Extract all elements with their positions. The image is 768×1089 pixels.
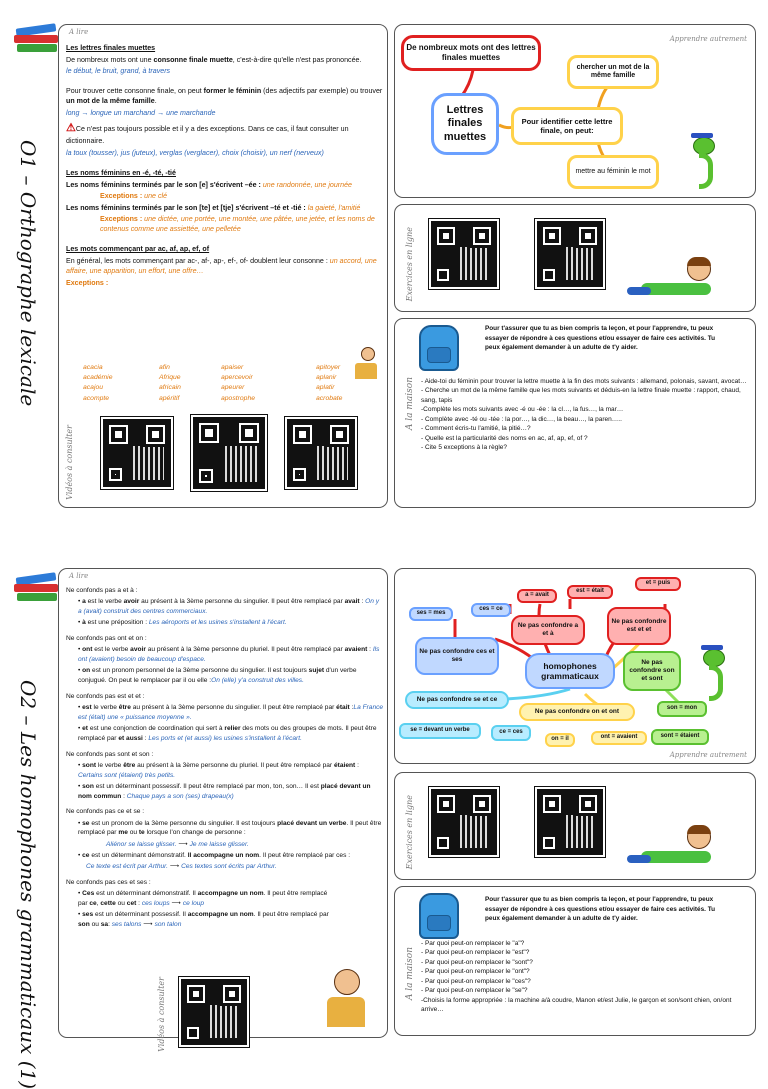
paragraph-te: Les noms féminins terminés par le son [te] et [tje] s'écrivent –té et -tié : la gaieté, l'amitié [66, 203, 361, 212]
exceptions-word-grid [83, 363, 363, 404]
block-ce-line-1: • se est un pronom de la 3ème personne du singulier. Il est toujours placé devant un verbe. Il peut être remplacé par me ou te lorsque l'on change de personne : [78, 819, 382, 837]
mindmap-1-right-node-1: chercher un mot de la même famille [567, 55, 659, 89]
child-lying-icon [627, 257, 727, 303]
word: apeurer [221, 384, 245, 392]
example-3: la toux (tousser), jus (juteux), verglas (verglacer), choix (choisir), un nerf (nerveux) [66, 149, 324, 158]
qr-code-video-3[interactable] [285, 417, 357, 489]
online-card-1 [394, 204, 756, 312]
home-label: A la maison [405, 947, 415, 1001]
example-2: long → longue un marchand → une marchande [66, 108, 216, 117]
block-ce: Ne confonds pas ce et se : [66, 808, 145, 816]
word: africain [159, 384, 181, 392]
word: Afrique [159, 374, 181, 382]
mindmap-1-right-node-2: mettre au féminin le mot [567, 155, 659, 189]
question: - Complète avec -té ou -tée : la por…, la dic…, la beau…, la paren….. [421, 415, 622, 423]
videos-label: Vidéos à consulter [157, 977, 166, 1052]
question: - Par quoi peut-on remplacer le "a"? [421, 940, 525, 947]
tag-a-lire: A lire [69, 572, 89, 580]
qr-code-exercise-3[interactable] [429, 787, 499, 857]
heading-noms-feminins: Les noms féminins en -é, -té, -tié [66, 169, 176, 178]
word: acompte [83, 394, 110, 402]
map2-node-ce-ces: ce = ces [491, 725, 531, 741]
arrow-icon: ⟶ [143, 920, 153, 928]
child-reading-icon [355, 347, 381, 385]
block-ces-line-2: • ses est un déterminant possessif. Il accompagne un nom. Il peut être remplacé par son ou sa: ses talons ⟶ son talon [78, 911, 329, 928]
word: apéritif [159, 394, 180, 402]
paragraph-feminin: Pour trouver cette consonne finale, on peut former le féminin (des adjectifs par exemple) ou trouver un mot de la même famille. [66, 87, 383, 106]
block-sont-line-2: • son est un déterminant possessif. Il peut être remplacé par mon, ton, son… Il est placé devant un nom commun : Chaque pays a son (ses) drapeau(x) [78, 782, 371, 800]
question: - Aide-toi du féminin pour trouver la lettre muette à la fin des mots suivants : allemand, polonais, savant, avocat… [421, 378, 747, 385]
question: - Par quoi peut-on remplacer le "se"? [421, 987, 528, 995]
backpack-icon [419, 325, 459, 371]
heading-ac-af: Les mots commençant par ac, af, ap, ef, of [66, 245, 210, 254]
paragraph-doublent: En général, les mots commençant par ac-, af-, ap-, ef-, of- doublent leur consonne : un accord, une affaire, une apparition, un effort, une offre… [66, 257, 377, 276]
word: acacia [83, 364, 103, 371]
map2-node-se-verbe: se = devant un verbe [399, 723, 481, 739]
word: apercevoir [221, 374, 253, 382]
paragraph-consonne: De nombreux mots ont une consonne finale muette, c'est-à-dire qu'elle n'est pas prononcée. [66, 55, 362, 64]
exceptions-2: Exceptions : une dictée, une portée, une montée, une pâtée, une jetée, et les noms de contenus comme une assiettée, une pelletée [100, 215, 375, 234]
word: acrobate [316, 394, 343, 402]
question: - Par quoi peut-on remplacer le "sont"? [421, 958, 533, 966]
question: - Par quoi peut-on remplacer le "ont"? [421, 968, 530, 976]
mindmap-1-center-node: Lettres finales muettes [431, 93, 499, 155]
arrow-icon: ⟶ [169, 863, 180, 870]
mindmap-1-mid-node: Pour identifier cette lettre finale, on peut: [511, 107, 623, 145]
block-a-line-1: • a est le verbe avoir au présent à la 3ème personne du singulier. Il peut être remplacé par avait : On y a (avait) construit des centres commerciaux. [78, 598, 380, 615]
snake-icon [699, 645, 739, 705]
section2-title: O2 – Les homophones grammaticaux (1) [16, 680, 40, 1089]
map2-node-a-avait: a = avait [517, 589, 557, 603]
home-card-1 [394, 318, 756, 508]
map2-node-ces-ses: Ne pas confondre ces et ses [415, 637, 499, 675]
block-est-line-1: • est le verbe être au présent à la 3ème personne du singulier. Il peut être remplacé par était :La France est (était) une « puissance moyenne ». [78, 704, 384, 721]
lesson-card-2 [58, 568, 388, 1052]
block-ce-example-1: Aliénor se laisse glisser. ⟶ Je me laisse glisser. [106, 840, 249, 848]
question: -Choisis la forme appropriée : la machine a/à coudre, Manon et/est Julie, le garçon et son/sont chien, on/ont arrive… [421, 996, 732, 1013]
snake-icon [689, 133, 729, 193]
online-card-2 [394, 772, 756, 880]
mindmap-card-1 [394, 24, 756, 198]
warning-icon: ⚠ [66, 121, 76, 134]
map2-node-est-et: Ne pas confondre est et et [607, 607, 671, 645]
map2-node-est-etait: est = était [567, 585, 613, 599]
qr-code-video-1[interactable] [101, 417, 173, 489]
exceptions-3-label: Exceptions : [66, 278, 109, 287]
word: académie [83, 374, 113, 382]
block-ces: Ne confonds pas ces et ses : [66, 878, 151, 886]
question: - Quelle est la particularité des noms en ac, af, ap, ef, of ? [421, 434, 588, 442]
map2-node-sont-etaient: sont = étaient [651, 729, 709, 745]
home-questions-1 [421, 377, 751, 452]
qr-code-exercise-1[interactable] [429, 219, 499, 289]
mindmap-card-2 [394, 568, 756, 764]
paragraph-ee: Les noms féminins terminés par le son [e] s'écrivent –ée : une randonnée, une journée [66, 180, 352, 189]
lesson-card-1 [58, 24, 388, 508]
online-label: Exercices en ligne [405, 795, 414, 870]
word: acajou [83, 384, 104, 392]
books-icon [14, 575, 60, 605]
videos-label: Vidéos à consulter [65, 425, 74, 500]
question: - Par quoi peut-on remplacer le "ces"? [421, 977, 531, 985]
block-ce-example-2: Ce texte est écrit par Arthur. ⟶ Ces textes sont écrits par Arthur. [86, 863, 277, 870]
backpack-icon [419, 893, 459, 939]
block-a: Ne confonds pas a et à : [66, 587, 138, 594]
mindmap-1-title-node: De nombreux mots ont des lettres finales muettes [401, 35, 541, 71]
qr-code-video-2[interactable] [191, 415, 267, 491]
map2-node-ses-mes: ses = mes [409, 607, 453, 621]
map2-node-et-puis: et = puis [635, 577, 681, 591]
word: apostrophe [221, 394, 256, 402]
home-intro-2: Pour t'assurer que tu as bien compris ta leçon, et pour l'apprendre, tu peux essayer de répondre à ces questions et/ou essayer de faire ces activités. Tu peux également demander à un adulte de t'y aider. [485, 896, 716, 923]
tag-apprendre-autrement: Apprendre autrement [669, 35, 747, 43]
block-ont-line-1: • ont est le verbe avoir au présent à la 3ème personne du pluriel. Il peut être remplacé par avaient : Ils ont (avaient) besoin de beaucoup d'espace. [78, 646, 380, 663]
question: - Par quoi peut-on remplacer le "est"? [421, 949, 530, 957]
heading-lettres-finales: Les lettres finales muettes [66, 44, 156, 52]
block-sont-line-1: • sont le verbe être au présent à la 3ème personne du pluriel. Il peut être remplacé par étaient : Certains sont (étaient) très petits. [78, 761, 359, 779]
arrow-icon: ⟶ [178, 840, 188, 848]
word: afin [159, 364, 170, 371]
section1-title: O1 – Orthographe lexicale [16, 140, 40, 407]
qr-code-exercise-4[interactable] [535, 787, 605, 857]
question: -Complète les mots suivants avec -é ou -ée : la cl…, la fus…, la mar… [421, 406, 624, 414]
question: - Comment écris-tu l'amitié, la pitié…? [421, 425, 531, 433]
warning-text: ⚠Ce n'est pas toujours possible et il y a des exceptions. Dans ce cas, il faut consulter un dictionnaire. [66, 121, 349, 146]
qr-code-exercise-2[interactable] [535, 219, 605, 289]
home-intro-1: Pour t'assurer que tu as bien compris ta leçon, et pour l'apprendre, tu peux essayer de répondre à ces questions et/ou essayer de faire ces activités. Tu peux également demander à un adulte de t'y aider. [485, 325, 716, 352]
child-reading-icon [327, 969, 367, 1029]
block-a-line-2: • à est une préposition : Les aéroports et les usines s'installent à l'écart. [78, 619, 287, 627]
word: apaiser [221, 364, 244, 371]
question: - Cite 5 exceptions à la règle? [421, 443, 507, 451]
block-est-line-2: • et est une conjonction de coordination qui sert à relier des mots ou des groupes de mots. Il peut être remplacé par et aussi : Les ports et (et aussi) les usines s'installent à l'écart. [78, 725, 377, 742]
tag-apprendre-autrement: Apprendre autrement [669, 751, 747, 759]
home-label: A la maison [405, 377, 415, 431]
map2-node-on-ont: Ne pas confondre on et ont [519, 703, 635, 721]
word: aplatir [316, 384, 335, 392]
word: apitoyer [316, 364, 341, 371]
map2-node-ont-avaient: ont = avaient [591, 731, 647, 745]
block-ces-line-1: • Ces est un déterminant démonstratif. Il accompagne un nom. Il peut être remplacé par ce, cette ou cet : ces loups ⟶ ce loup [78, 890, 328, 907]
block-sont: Ne confonds pas sont et son : [66, 750, 154, 758]
qr-code-video-4[interactable] [179, 977, 249, 1047]
home-card-2 [394, 886, 756, 1036]
map2-node-ces-ce: ces = ce [471, 603, 511, 617]
word: aplanir [316, 374, 337, 382]
block-ce-line-2: • ce est un déterminant démonstratif. Il accompagne un nom. Il peut être remplacé par ces : [78, 851, 351, 859]
map2-node-on-il: on = il [545, 733, 575, 747]
map2-node-son-sont: Ne pas confondre son et sont [623, 651, 681, 691]
books-icon [14, 26, 60, 56]
tag-a-lire: A lire [69, 28, 89, 36]
question: - Cherche un mot de la même famille que les mots suivants et déduis-en la lettre finale muette : rapport, chaud, sang, tapis [421, 387, 741, 404]
online-label: Exercices en ligne [405, 227, 414, 302]
example-1: le début, le bruit, grand, à travers [66, 67, 171, 76]
block-ont-line-2: • on est un pronom personnel de la 3ème personne du singulier. Il est toujours sujet d'un verbe conjugué. On peut le remplacer par il ou elle :On (elle) y'a construit des villes. [78, 667, 357, 684]
map2-node-son-mon: son = mon [657, 701, 707, 717]
map2-node-se-ce: Ne pas confondre se et ce [405, 691, 509, 709]
map2-node-a-ou-a: Ne pas confondre a et à [511, 615, 585, 645]
child-lying-icon [627, 825, 727, 871]
arrow-icon: ⟶ [171, 899, 181, 907]
exceptions-1: Exceptions : une clé [100, 192, 168, 201]
map2-center-node: homophones grammaticaux [525, 653, 615, 689]
block-ont: Ne confonds pas ont et on : [66, 635, 147, 642]
home-questions-2 [421, 939, 751, 1014]
block-est: Ne confonds pas est et et : [66, 692, 145, 700]
